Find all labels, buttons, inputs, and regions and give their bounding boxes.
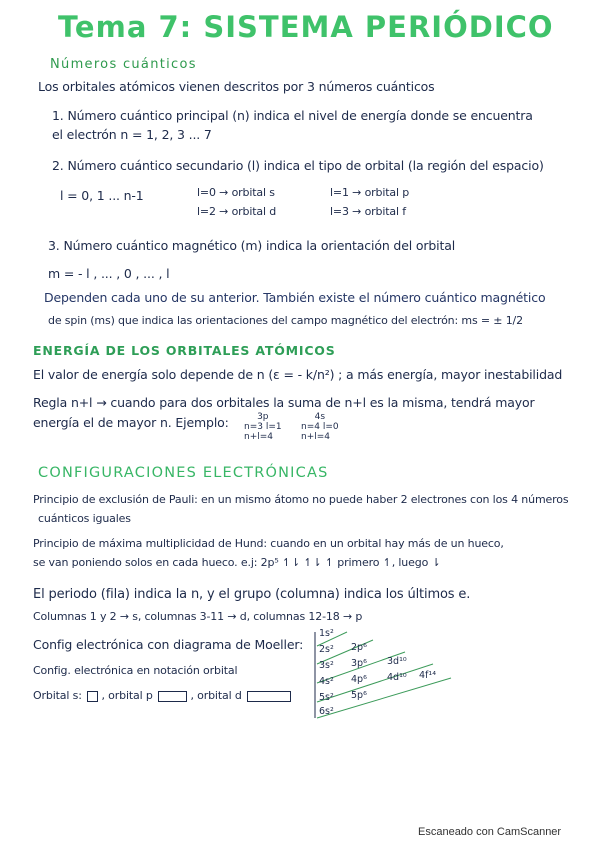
section-heading-electron-configurations: CONFIGURACIONES ELECTRÓNICAS: [38, 465, 329, 481]
example-4s-label: 4s: [314, 412, 326, 422]
magnetic-number-text: 3. Número cuántico magnético (m) indica la orientación del orbital: [48, 238, 456, 253]
secondary-number-range: l = 0, 1 ... n-1: [60, 188, 144, 203]
hund-principle-text: Principio de máxima multiplicidad de Hund: cuando en un orbital hay más de un hueco,: [33, 537, 504, 550]
hund-principle-example: se van poniendo solos en cada hueco. e.j: 2p⁵ ↿⇂ ↿⇂ ↿ primero ↿, luego ⇂: [33, 556, 441, 569]
moeller-3d: 3d¹⁰: [387, 656, 407, 667]
orbital-d-rule: l=2 → orbital d: [197, 205, 277, 218]
orbital-d-label: , orbital d: [190, 689, 242, 702]
orbital-p-label: , orbital p: [101, 689, 153, 702]
energy-value-text: El valor de energía solo depende de n (ε = - k/n²) ; a más energía, mayor inestabilidad: [33, 367, 563, 382]
orbital-p-boxes: [158, 691, 187, 702]
moeller-3s: 3s²: [319, 660, 334, 671]
example-4s: [301, 412, 339, 442]
moeller-3p: 3p⁶: [351, 658, 367, 669]
moeller-diagram: [305, 628, 475, 720]
columns-blocks-text: Columnas 1 y 2 → s, columnas 3-11 → d, columnas 12-18 → p: [33, 610, 363, 623]
orbital-notation-label: Config. electrónica en notación orbital: [33, 664, 238, 677]
intro-text: Los orbitales atómicos vienen descritos por 3 números cuánticos: [38, 79, 435, 94]
orbital-f-rule: l=3 → orbital f: [330, 205, 407, 218]
principal-number-text: 1. Número cuántico principal (n) indica el nivel de energía donde se encuentra: [52, 108, 533, 123]
moeller-4s: 4s²: [319, 676, 334, 687]
orbital-s-box: [87, 691, 98, 702]
example-3p: [244, 412, 282, 442]
page-title: Tema 7: SISTEMA PERIÓDICO: [58, 10, 554, 44]
example-3p-sum: n+l=4: [244, 432, 274, 442]
moeller-4f: 4f¹⁴: [419, 670, 437, 681]
pauli-principle-continued: cuánticos iguales: [38, 512, 131, 525]
example-3p-values: n=3 l=1: [244, 422, 282, 432]
n-plus-l-rule-text: Regla n+l → cuando para dos orbitales la suma de n+l es la misma, tendrá mayor: [33, 395, 535, 410]
orbital-s-rule: l=0 → orbital s: [197, 186, 275, 199]
example-4s-sum: n+l=4: [301, 432, 331, 442]
section-heading-orbital-energy: ENERGÍA DE LOS ORBITALES ATÓMICOS: [33, 343, 336, 358]
scanner-watermark: Escaneado con CamScanner: [418, 826, 562, 838]
secondary-number-text: 2. Número cuántico secundario (l) indica el tipo de orbital (la región del espacio): [52, 158, 544, 173]
orbital-p-rule: l=1 → orbital p: [330, 186, 410, 199]
n-plus-l-rule-continued: energía el de mayor n. Ejemplo:: [33, 415, 229, 430]
moeller-4p: 4p⁶: [351, 674, 367, 685]
magnetic-number-range: m = - l , ... , 0 , ... , l: [48, 266, 170, 281]
example-4s-values: n=4 l=0: [301, 422, 339, 432]
period-group-text: El periodo (fila) indica la n, y el grupo (columna) indica los últimos e.: [33, 587, 471, 602]
orbital-s-label: Orbital s:: [33, 689, 82, 702]
moeller-1s: 1s²: [319, 628, 334, 639]
moeller-2s: 2s²: [319, 644, 334, 655]
orbital-d-boxes: [247, 691, 291, 702]
spin-number-text: de spin (ms) que indica las orientaciones del campo magnético del electrón: ms = ± 1/2: [48, 314, 523, 327]
moeller-diagram-label: Config electrónica con diagrama de Moeller:: [33, 637, 304, 652]
pauli-principle-text: Principio de exclusión de Pauli: en un mismo átomo no puede haber 2 electrones con los 4 números: [33, 493, 569, 506]
section-heading-quantum-numbers: Números cuánticos: [50, 57, 197, 72]
moeller-4d: 4d¹⁰: [387, 672, 407, 683]
moeller-5s: 5s²: [319, 692, 334, 703]
example-3p-label: 3p: [257, 412, 269, 422]
moeller-2p: 2p⁶: [351, 642, 367, 653]
moeller-6s: 6s²: [319, 706, 334, 717]
dependence-text: Dependen cada uno de su anterior. También existe el número cuántico magnético: [44, 290, 546, 305]
principal-number-values: el electrón n = 1, 2, 3 ... 7: [52, 127, 212, 142]
moeller-5p: 5p⁶: [351, 690, 367, 701]
orbital-box-notation: [33, 689, 291, 702]
